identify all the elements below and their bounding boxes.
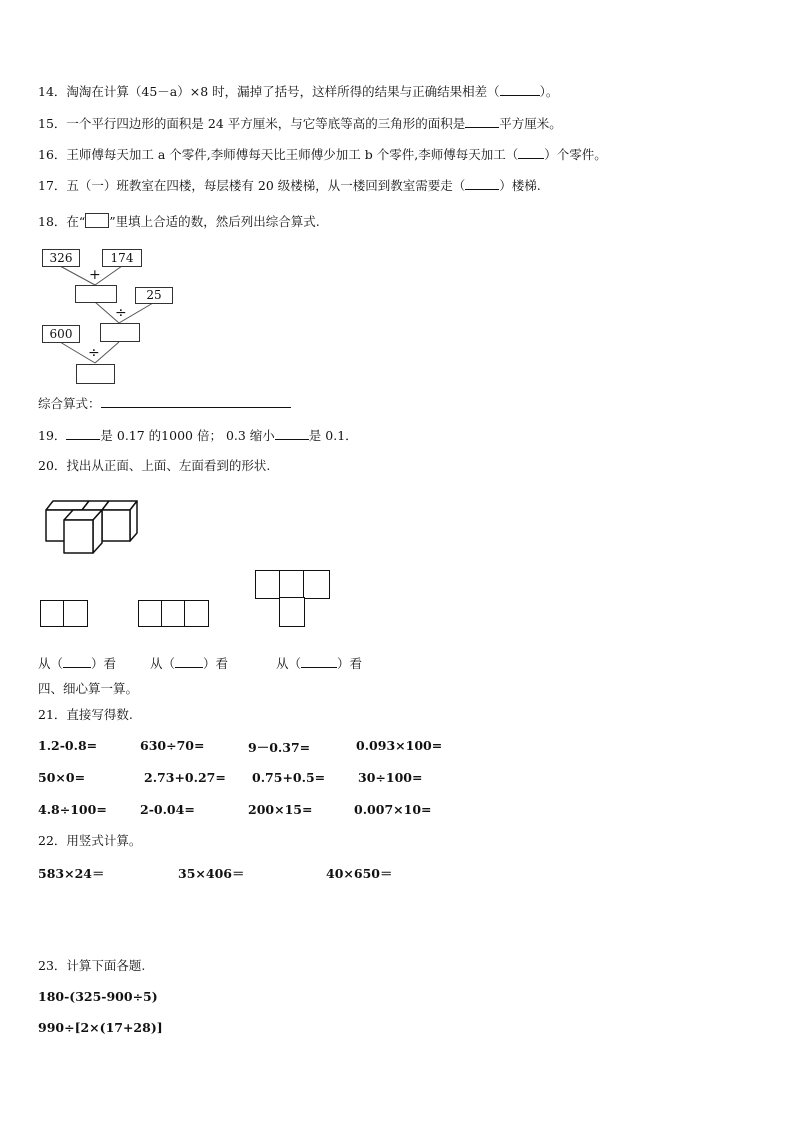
calc-item: 9－0.37= <box>248 740 311 755</box>
number-box-174: 174 <box>102 249 142 267</box>
calc-item: 2.73+0.27= <box>144 770 226 785</box>
question-14: 14．淘淘在计算（45－a）×8 时，漏掉了括号，这样所得的结果与正确结果相差（ ）。 <box>38 84 559 99</box>
number-box-25: 25 <box>135 287 173 304</box>
divide-sign: ÷ <box>88 345 100 361</box>
calc-item: 0.75+0.5= <box>252 770 326 785</box>
answer-blank[interactable] <box>175 655 203 668</box>
question-21: 21．直接写得数. <box>38 707 133 722</box>
view-label-2: 从（ ）看 <box>150 656 229 671</box>
calc-item: 1.2-0.8= <box>38 738 98 753</box>
question-15: 15．一个平行四边形的面积是 24 平方厘米，与它等底等高的三角形的面积是 平方厘米。 <box>38 116 562 131</box>
calc-item: 4.8÷100= <box>38 802 107 817</box>
vertical-calc-item: 35×406＝ <box>178 866 245 881</box>
view-label-1: 从（ ）看 <box>38 656 117 671</box>
question-20: 20．找出从正面、上面、左面看到的形状. <box>38 458 271 473</box>
calc-item: 2-0.04= <box>140 802 195 817</box>
question-18: 18．在“ ”里填上合适的数，然后列出综合算式. <box>38 214 320 229</box>
answer-blank[interactable] <box>63 655 91 668</box>
vertical-calc-item: 40×650＝ <box>326 866 393 881</box>
question-23: 23．计算下面各题. <box>38 958 146 973</box>
expression-item: 180-(325-900÷5) <box>38 989 158 1004</box>
calc-item: 0.093×100= <box>356 738 443 753</box>
vertical-calc-item: 583×24＝ <box>38 866 105 881</box>
plus-sign: + <box>89 267 101 283</box>
expression-item: 990÷[2×(17+28)] <box>38 1020 163 1035</box>
calc-item: 30÷100= <box>358 770 423 785</box>
question-17: 17．五（一）班教室在四楼，每层楼有 20 级楼梯，从一楼回到教室需要走（ ）楼梯. <box>38 178 541 193</box>
calc-item: 630÷70= <box>140 738 205 753</box>
calc-item: 0.007×10= <box>354 802 432 817</box>
question-22: 22．用竖式计算。 <box>38 833 142 848</box>
number-box-326: 326 <box>42 249 80 267</box>
question-19: 19． 是 0.17 的1000 倍； 0.3 缩小 是 0.1． <box>38 428 358 443</box>
formula-line: 综合算式： <box>38 395 291 412</box>
view-label-3: 从（ ）看 <box>276 656 363 671</box>
calc-item: 200×15= <box>248 802 313 817</box>
calc-item: 50×0= <box>38 770 86 785</box>
number-box-600: 600 <box>42 325 80 343</box>
divide-sign: ÷ <box>115 305 127 321</box>
question-16: 16．王师傅每天加工 a 个零件,李师傅每天比王师傅少加工 b 个零件,李师傅每天加工（ ）个零件。 <box>38 147 607 162</box>
section-heading: 四、细心算一算。 <box>38 681 139 696</box>
answer-blank[interactable] <box>301 655 337 668</box>
